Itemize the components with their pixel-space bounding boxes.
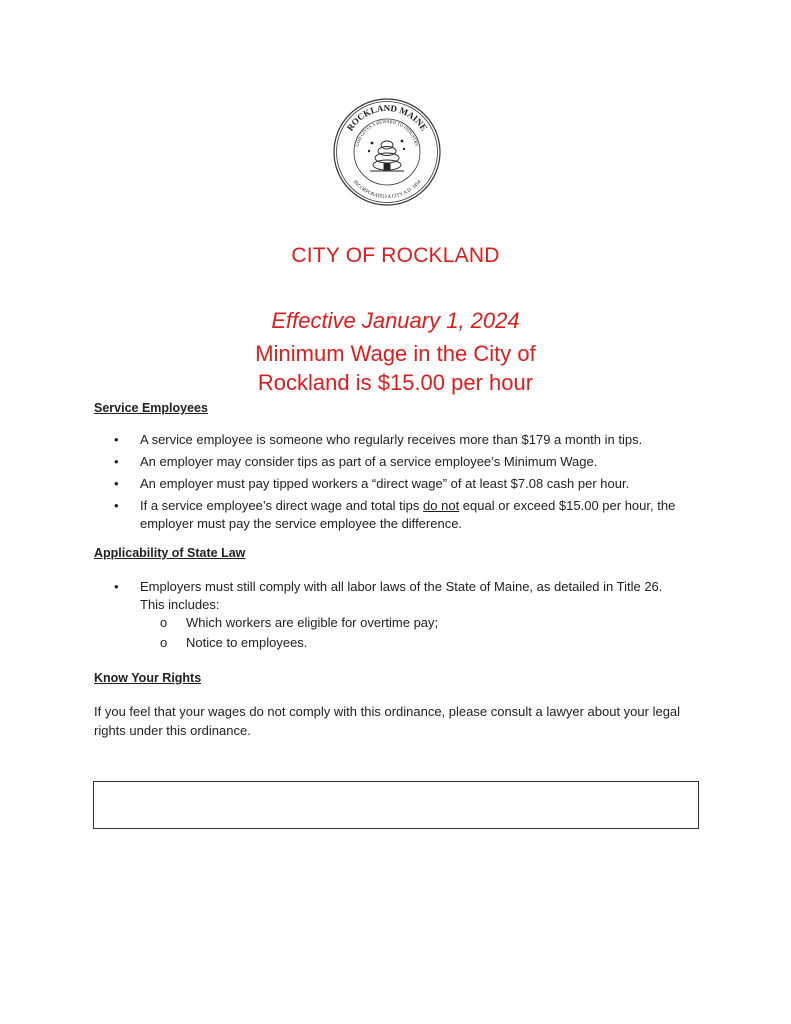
bullet-text: A service employee is someone who regularly receives more than $179 a month in tips. bbox=[140, 432, 643, 447]
bullet-text-pre: If a service employee’s direct wage and total tips bbox=[140, 498, 424, 513]
list-item: o Notice to employees. bbox=[160, 635, 308, 650]
state-law-heading: Applicability of State Law bbox=[94, 546, 246, 560]
svg-text:GOD GIVES A REWARD TO INDUSTRY: GOD GIVES A REWARD TO INDUSTRY bbox=[354, 118, 420, 148]
list-item: o Which workers are eligible for overtime pay; bbox=[160, 615, 439, 630]
wage-line-1: Minimum Wage in the City of bbox=[255, 341, 536, 366]
svg-text:ROCKLAND MAINE: ROCKLAND MAINE bbox=[344, 102, 430, 133]
city-seal bbox=[332, 97, 442, 207]
list-item: • Employers must still comply with all labor laws of the State of Maine, as detailed in Title 26. This includes: o Which workers are eligible for overtime pay; o Notice to employees. bbox=[94, 578, 684, 652]
bee-icon bbox=[368, 140, 405, 153]
bullet-text-post: equal or exceed $15.00 per hour, the employer must pay the service employee the difference. bbox=[140, 498, 676, 531]
list-item: • An employer may consider tips as part of a service employee’s Minimum Wage. bbox=[114, 454, 598, 469]
effective-date: Effective January 1, 2024 bbox=[271, 308, 520, 333]
bullet-text-underlined: do not bbox=[423, 498, 460, 513]
know-your-rights-heading: Know Your Rights bbox=[94, 671, 202, 685]
service-bullet-list bbox=[94, 431, 684, 537]
list-item: • An employer must pay tipped workers a “direct wage” of at least $7.08 cash per hour. bbox=[114, 476, 630, 491]
beehive-icon bbox=[370, 141, 404, 171]
state-bullet-list bbox=[94, 578, 684, 656]
list-item: • A service employee is someone who regularly receives more than $179 a month in tips. bbox=[114, 432, 643, 447]
rights-paragraph: If you feel that your wages do not comply with this ordinance, please consult a lawyer about your legal rights under this ordinance. bbox=[94, 704, 681, 738]
bullet-text: Employers must still comply with all labor laws of the State of Maine, as detailed in Title 26. This includes: bbox=[140, 579, 663, 612]
sub-bullet-list bbox=[140, 614, 684, 652]
wage-line-2: Rockland is $15.00 per hour bbox=[257, 370, 534, 395]
sub-bullet-text: Notice to employees. bbox=[186, 635, 308, 650]
service-employees-heading: Service Employees bbox=[94, 401, 208, 415]
bullet-text: An employer must pay tipped workers a “direct wage” of at least $7.08 cash per hour. bbox=[140, 476, 630, 491]
bullet-text: An employer may consider tips as part of a service employee’s Minimum Wage. bbox=[140, 454, 598, 469]
empty-box bbox=[93, 781, 699, 829]
city-title: CITY OF ROCKLAND bbox=[291, 244, 500, 267]
list-item: • If a service employee’s direct wage and total tips do not equal or exceed $15.00 per hour, the employer must pay the service employee the difference. bbox=[114, 498, 676, 531]
sub-bullet-text: Which workers are eligible for overtime pay; bbox=[186, 615, 439, 630]
svg-text:INCORPORATED A CITY A.D. 1854: INCORPORATED A CITY A.D. 1854 bbox=[351, 179, 423, 201]
